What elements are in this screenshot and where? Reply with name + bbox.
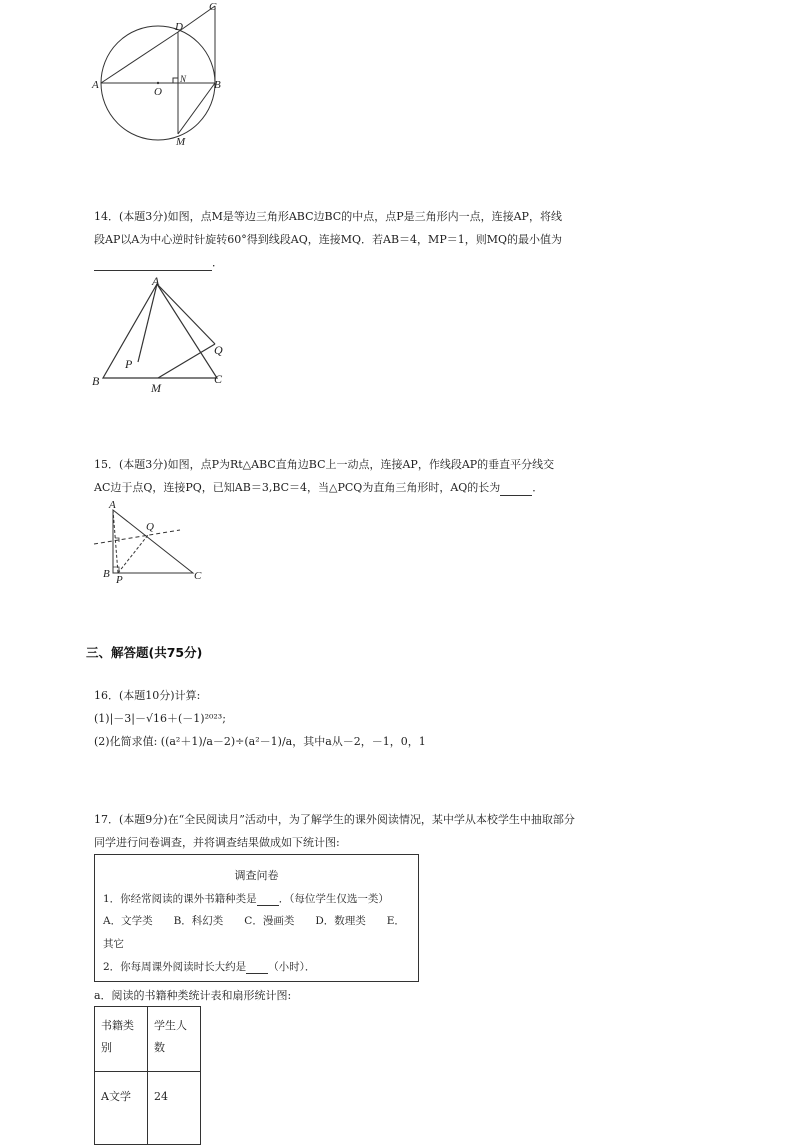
answer-blank-q14[interactable]	[94, 256, 212, 271]
label-b: B	[214, 79, 221, 91]
label-n: N	[180, 74, 187, 84]
segment-aq	[157, 284, 215, 344]
q16-part2: (2)化简求值: ((a²＋1)/a－2)÷(a²－1)/a，其中a从－2，－1，0，1	[94, 735, 426, 748]
survey-item1	[103, 891, 389, 906]
answer-blank-q15[interactable]	[500, 481, 532, 496]
label-a: A	[92, 79, 99, 91]
segment-ap	[113, 510, 118, 573]
survey-options: A．文学类 B．科幻类 C．漫画类 D．数理类 E．	[103, 915, 405, 927]
label-p: P	[125, 357, 133, 371]
figure-q13	[88, 0, 238, 150]
survey-options-cont: 其它	[103, 938, 124, 950]
label-m: M	[151, 381, 161, 395]
q17-line2: 同学进行问卷调查，并将调查结果做成如下统计图:	[94, 836, 340, 849]
q15-line2	[94, 481, 543, 496]
triangle-abc	[103, 284, 217, 378]
label-b: B	[103, 568, 110, 580]
q15-line1: 15．(本题3分)如图，点P为Rt△ABC直角边BC上一动点，连接AP，作线段AP的垂直平分线交	[94, 458, 555, 471]
label-c: C	[209, 1, 217, 13]
center-dot	[157, 82, 159, 84]
header-count: 学生人 数	[148, 1007, 201, 1072]
segment-ad	[101, 32, 178, 83]
segment-pq	[118, 535, 148, 573]
survey-item2	[103, 959, 315, 974]
label-c: C	[214, 372, 223, 386]
q15-line2-text: AC边于点Q，连接PQ，已知AB＝3,BC＝4，当△PCQ为直角三角形时，AQ的长为	[94, 481, 501, 494]
table-row	[95, 1072, 201, 1145]
q14-period: ．	[212, 256, 223, 269]
survey-box	[94, 854, 419, 982]
label-m: M	[176, 136, 186, 148]
q15-period: ．	[532, 481, 544, 494]
figure-q15	[90, 497, 210, 587]
section-title: 三、解答题(共75分)	[86, 645, 203, 660]
q14-line1: 14．(本题3分)如图，点M是等边三角形ABC边BC的中点，点P是三角形内一点，连接AP，将线	[94, 210, 562, 223]
label-a: A	[152, 274, 160, 288]
label-q: Q	[146, 521, 154, 533]
survey-blank-1[interactable]	[257, 893, 279, 906]
label-q: Q	[214, 343, 223, 357]
q16-intro: 16．(本题10分)计算:	[94, 689, 201, 702]
figure-q14	[88, 272, 238, 397]
survey-blank-2[interactable]	[246, 961, 268, 974]
right-angle-n	[173, 78, 178, 83]
survey-item1-tail: ．（每位学生仅选一类）	[278, 893, 389, 905]
survey-item2-text: 2．你每周课外阅读时长大约是	[103, 961, 247, 973]
perpendicular-bisector	[94, 530, 180, 544]
label-b: B	[92, 374, 100, 388]
survey-item2-tail: （小时）．	[268, 961, 316, 973]
label-c: C	[194, 570, 202, 582]
segment-ap	[138, 284, 157, 362]
q17-caption: a．阅读的书籍种类统计表和扇形统计图:	[94, 989, 292, 1002]
label-o: O	[154, 86, 162, 98]
table-header-row	[95, 1007, 201, 1072]
label-p: P	[116, 574, 123, 586]
q14-line3	[94, 256, 223, 271]
q17-line1: 17．(本题9分)在“全民阅读月”活动中，为了解学生的课外阅读情况，某中学从本校学生中抽取部分	[94, 813, 575, 826]
cell-count: 24	[148, 1072, 201, 1145]
q16-part1: (1)|－3|－√16＋(－1)²⁰²³;	[94, 712, 226, 725]
label-a: A	[109, 499, 116, 511]
survey-title: 调查问卷	[234, 869, 279, 882]
survey-item1-text: 1．你经常阅读的课外书籍种类是	[103, 893, 257, 905]
label-d: D	[175, 21, 183, 33]
books-table	[94, 1006, 201, 1145]
header-category: 书籍类 别	[95, 1007, 148, 1072]
cell-category: A文学	[95, 1072, 148, 1145]
q14-line2: 段AP以A为中心逆时针旋转60°得到线段AQ，连接MQ．若AB＝4，MP＝1，则MQ的最小值为	[94, 233, 562, 246]
